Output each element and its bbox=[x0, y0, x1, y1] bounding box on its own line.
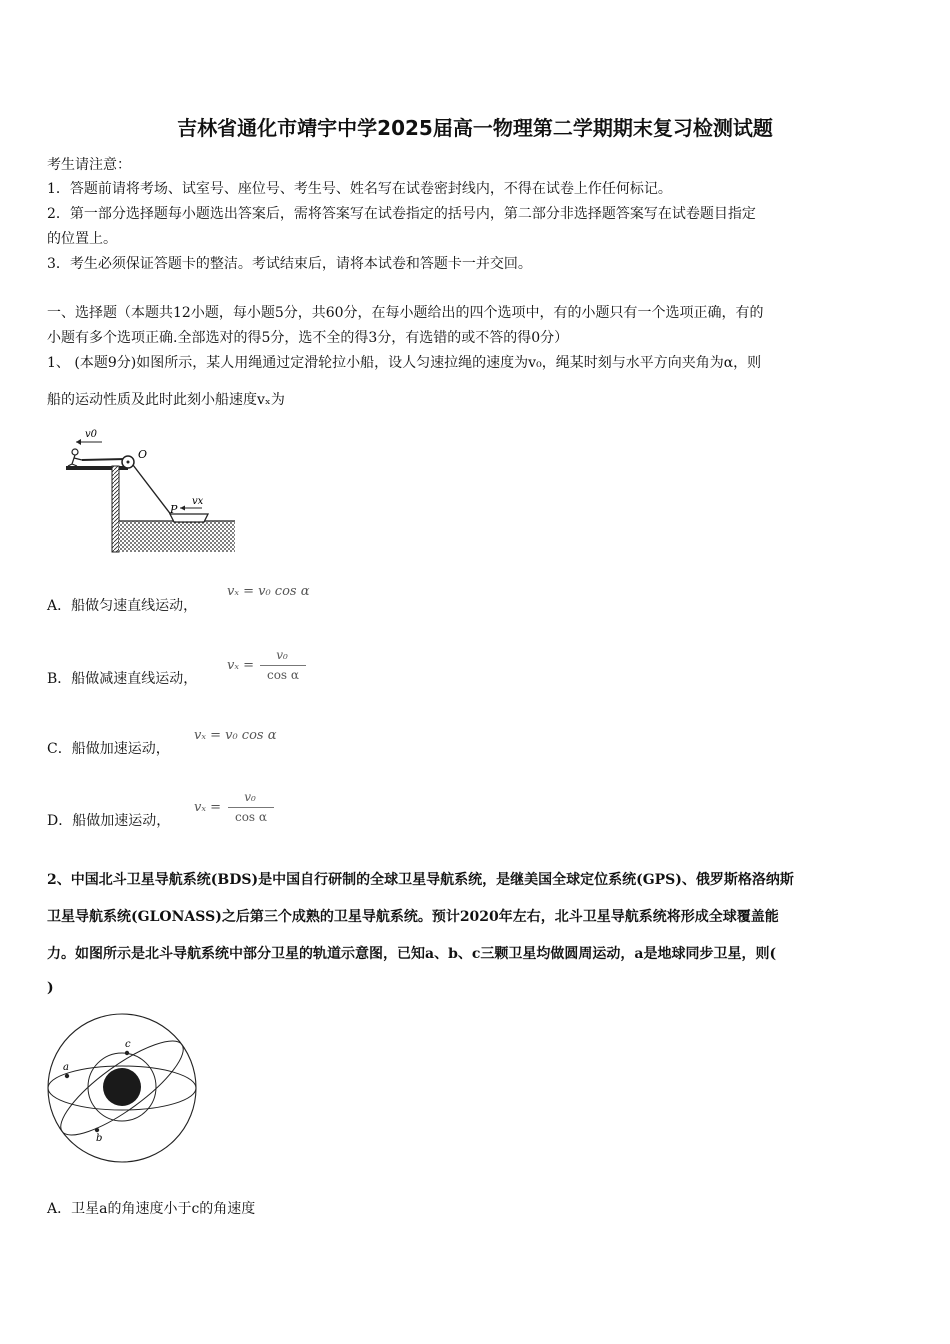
option-d-fraction bbox=[228, 790, 276, 830]
question-2-line-3: 力。如图所示是北斗导航系统中部分卫星的轨道示意图，已知a、b、c三颗卫星均做圆周运动，a是地球同步卫星，则( bbox=[47, 946, 777, 962]
question-2-line-2: 卫星导航系统(GLONASS)之后第三个成熟的卫星导航系统。预计2020年左右，北斗卫星导航系统将形成全球覆盖能 bbox=[47, 909, 779, 925]
cliff-wall bbox=[112, 466, 119, 552]
label-a: a bbox=[63, 1062, 69, 1073]
satellite-a bbox=[65, 1074, 69, 1078]
option-d-text: D．船做加速运动， bbox=[47, 813, 171, 829]
label-b: b bbox=[96, 1133, 103, 1144]
page-title: 吉林省通化市靖宇中学2025届高一物理第二学期期末复习检测试题 bbox=[177, 116, 773, 140]
option-d-lhs: vₓ = bbox=[194, 800, 221, 815]
question-1-line-2: 船的运动性质及此时此刻小船速度vₓ为 bbox=[47, 392, 285, 408]
notice-item-3: 3．考生必须保证答题卡的整洁。考试结束后，请将本试卷和答题卡一并交回。 bbox=[47, 256, 532, 272]
question-1-line-1: 1、 (本题9分)如图所示，某人用绳通过定滑轮拉小船，设人匀速拉绳的速度为v₀，绳某时刻与水平方向夹角为α，则 bbox=[47, 355, 762, 371]
notice-item-2-line-2: 的位置上。 bbox=[47, 231, 117, 247]
option-b-numerator: v₀ bbox=[276, 648, 288, 662]
option-c-formula: vₓ = v₀ cos α bbox=[194, 728, 277, 743]
option-d-denominator: cos α bbox=[234, 810, 268, 824]
option-c-text: C．船做加速运动， bbox=[47, 741, 170, 757]
notice-item-1: 1．答题前请将考场、试室号、座位号、考生号、姓名写在试卷密封线内，不得在试卷上作任何标记。 bbox=[47, 181, 672, 197]
option-b-denominator: cos α bbox=[266, 668, 300, 682]
question-2-line-1: 2、中国北斗卫星导航系统(BDS)是中国自行研制的全球卫星导航系统，是继美国全球定位系统(GPS)、俄罗斯格洛纳斯 bbox=[47, 872, 794, 888]
earth bbox=[103, 1068, 141, 1106]
satellite-orbits-figure bbox=[44, 1010, 204, 1165]
label-c: c bbox=[125, 1039, 131, 1050]
option-d-numerator: v₀ bbox=[244, 790, 256, 804]
option-b-lhs: vₓ = bbox=[227, 658, 254, 673]
label-o: O bbox=[138, 448, 148, 461]
question-2-line-4: ) bbox=[47, 980, 54, 996]
person-head bbox=[72, 449, 78, 455]
satellite-c bbox=[125, 1051, 129, 1055]
option-b-fraction bbox=[260, 648, 308, 688]
notice-heading: 考生请注意： bbox=[47, 157, 131, 173]
option-a-text: A．船做匀速直线运动， bbox=[47, 598, 198, 614]
option-b-text: B．船做减速直线运动， bbox=[47, 671, 198, 687]
label-p: P bbox=[170, 503, 178, 516]
option-a-formula: vₓ = v₀ cos α bbox=[227, 584, 310, 599]
section-1-intro-line-2: 小题有多个选项正确.全部选对的得5分，选不全的得3分，有选错的或不答的得0分） bbox=[47, 330, 569, 346]
question-2-option-a: A．卫星a的角速度小于c的角速度 bbox=[47, 1201, 256, 1217]
section-1-intro-line-1: 一、选择题（本题共12小题，每小题5分，共60分，在每小题给出的四个选项中，有的小题只有一个选项正确，有的 bbox=[47, 305, 764, 321]
notice-item-2-line-1: 2．第一部分选择题每小题选出答案后，需将答案写在试卷指定的括号内，第二部分非选择题答案写在试卷题目指定 bbox=[47, 206, 756, 222]
label-vx: vx bbox=[192, 496, 204, 507]
ground bbox=[119, 521, 235, 552]
label-v0: v0 bbox=[85, 429, 98, 440]
satellite-b bbox=[95, 1128, 99, 1132]
pulley-boat-figure bbox=[58, 422, 240, 556]
